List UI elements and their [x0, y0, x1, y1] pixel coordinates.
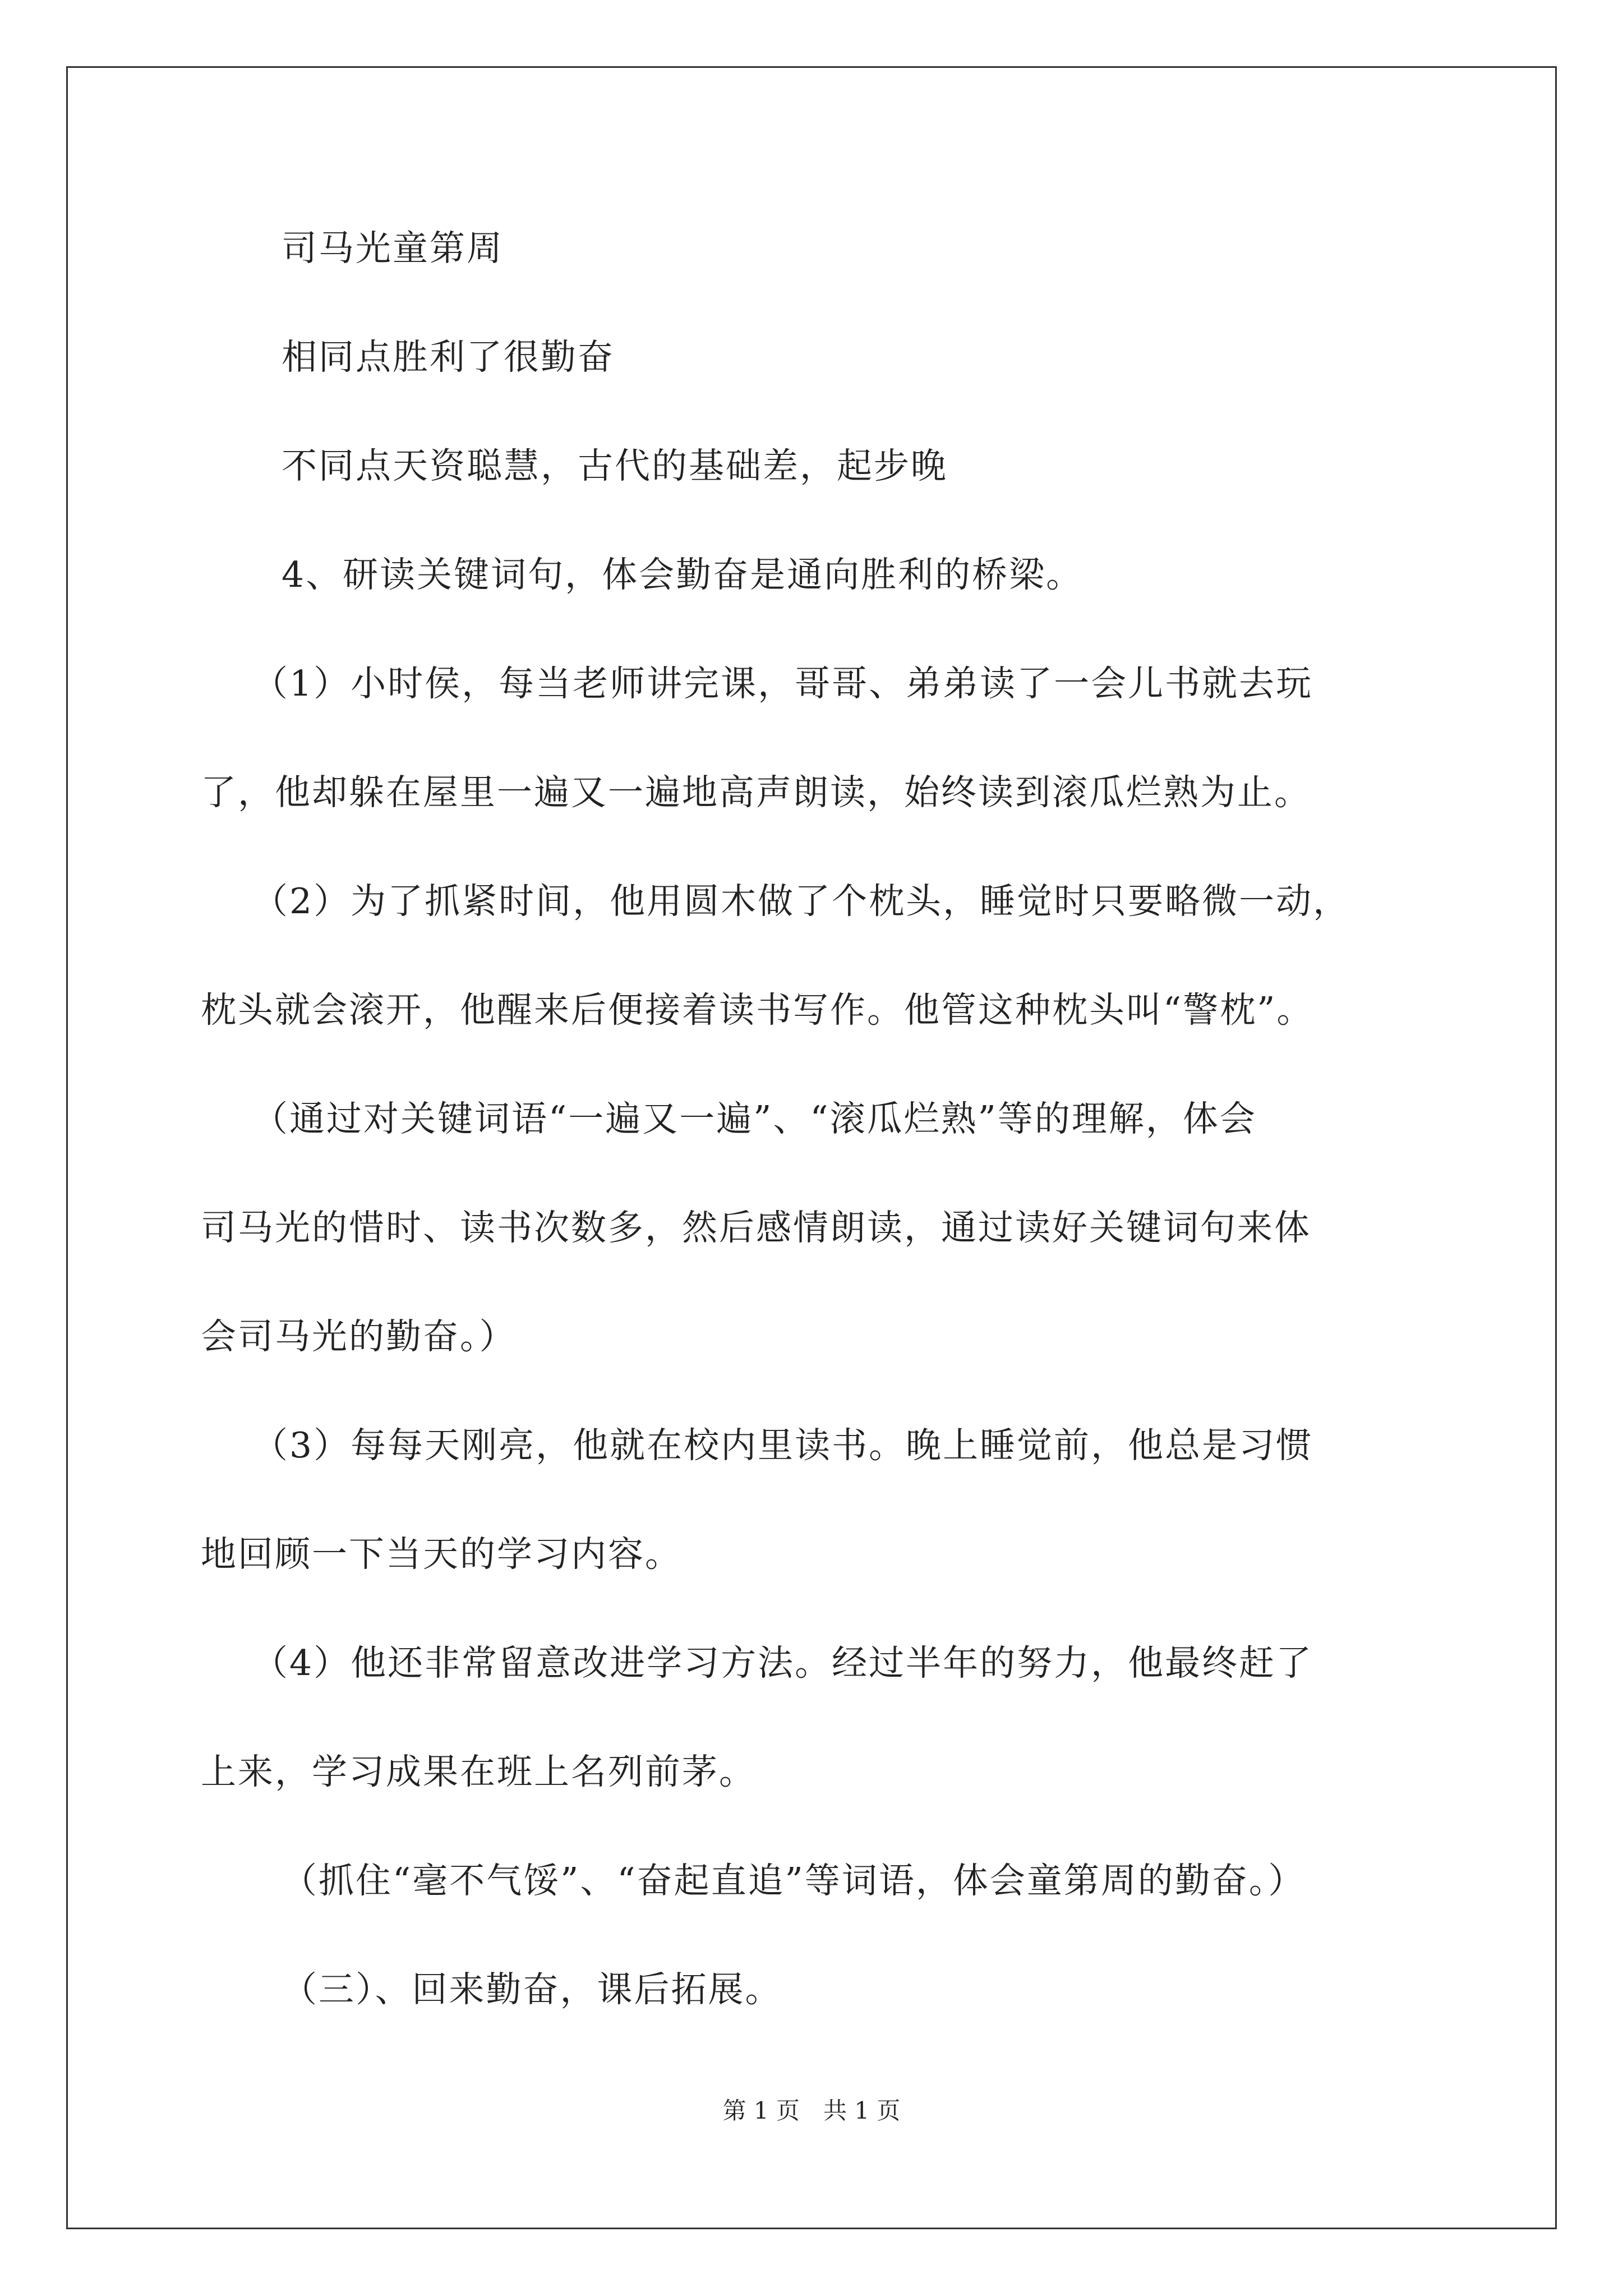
- text-line: （抓住“毫不气馁”、“奋起直追”等词语，体会童第周的勤奋。）: [282, 1860, 1306, 1901]
- text-line: 司马光的惜时、读书次数多，然后感情朗读，通过读好关键词句来体: [201, 1207, 1311, 1248]
- text-line: 上来，学习成果在班上名列前茅。: [201, 1751, 756, 1792]
- text-line: 地回顾一下当天的学习内容。: [201, 1534, 682, 1575]
- page-number-footer: 第 1 页 共 1 页: [722, 2097, 901, 2124]
- text-line: 不同点天资聪慧，古代的基础差，起步晚: [282, 445, 948, 486]
- text-line: （2）为了抓紧时间，他用圆木做了个枕头，睡觉时只要略微一动，: [252, 881, 1350, 922]
- text-line: 4、研读关键词句，体会勤奋是通向胜利的桥梁。: [282, 554, 1083, 595]
- text-line: 相同点胜利了很勤奋: [282, 337, 615, 378]
- text-line: 了，他却躲在屋里一遍又一遍地高声朗读，始终读到滚瓜烂熟为止。: [201, 772, 1311, 813]
- text-line: （1）小时侯，每当老师讲完课，哥哥、弟弟读了一会儿书就去玩: [252, 663, 1313, 704]
- text-line: （三）、回来勤奋，课后拓展。: [282, 1969, 782, 2010]
- page-border: [66, 66, 1557, 2229]
- text-line: 司马光童第周: [282, 228, 504, 269]
- text-line: （通过对关键词语“一遍又一遍”、“滚瓜烂熟”等的理解，体会: [252, 1098, 1257, 1139]
- text-line: 会司马光的勤奋。）: [201, 1316, 517, 1357]
- text-line: （4）他还非常留意改进学习方法。经过半年的努力，他最终赶了: [252, 1642, 1313, 1683]
- text-line: （3）每每天刚亮，他就在校内里读书。晚上睡觉前，他总是习惯: [252, 1425, 1313, 1466]
- text-line: 枕头就会滚开，他醒来后便接着读书写作。他管这种枕头叫“警枕”。: [201, 990, 1314, 1030]
